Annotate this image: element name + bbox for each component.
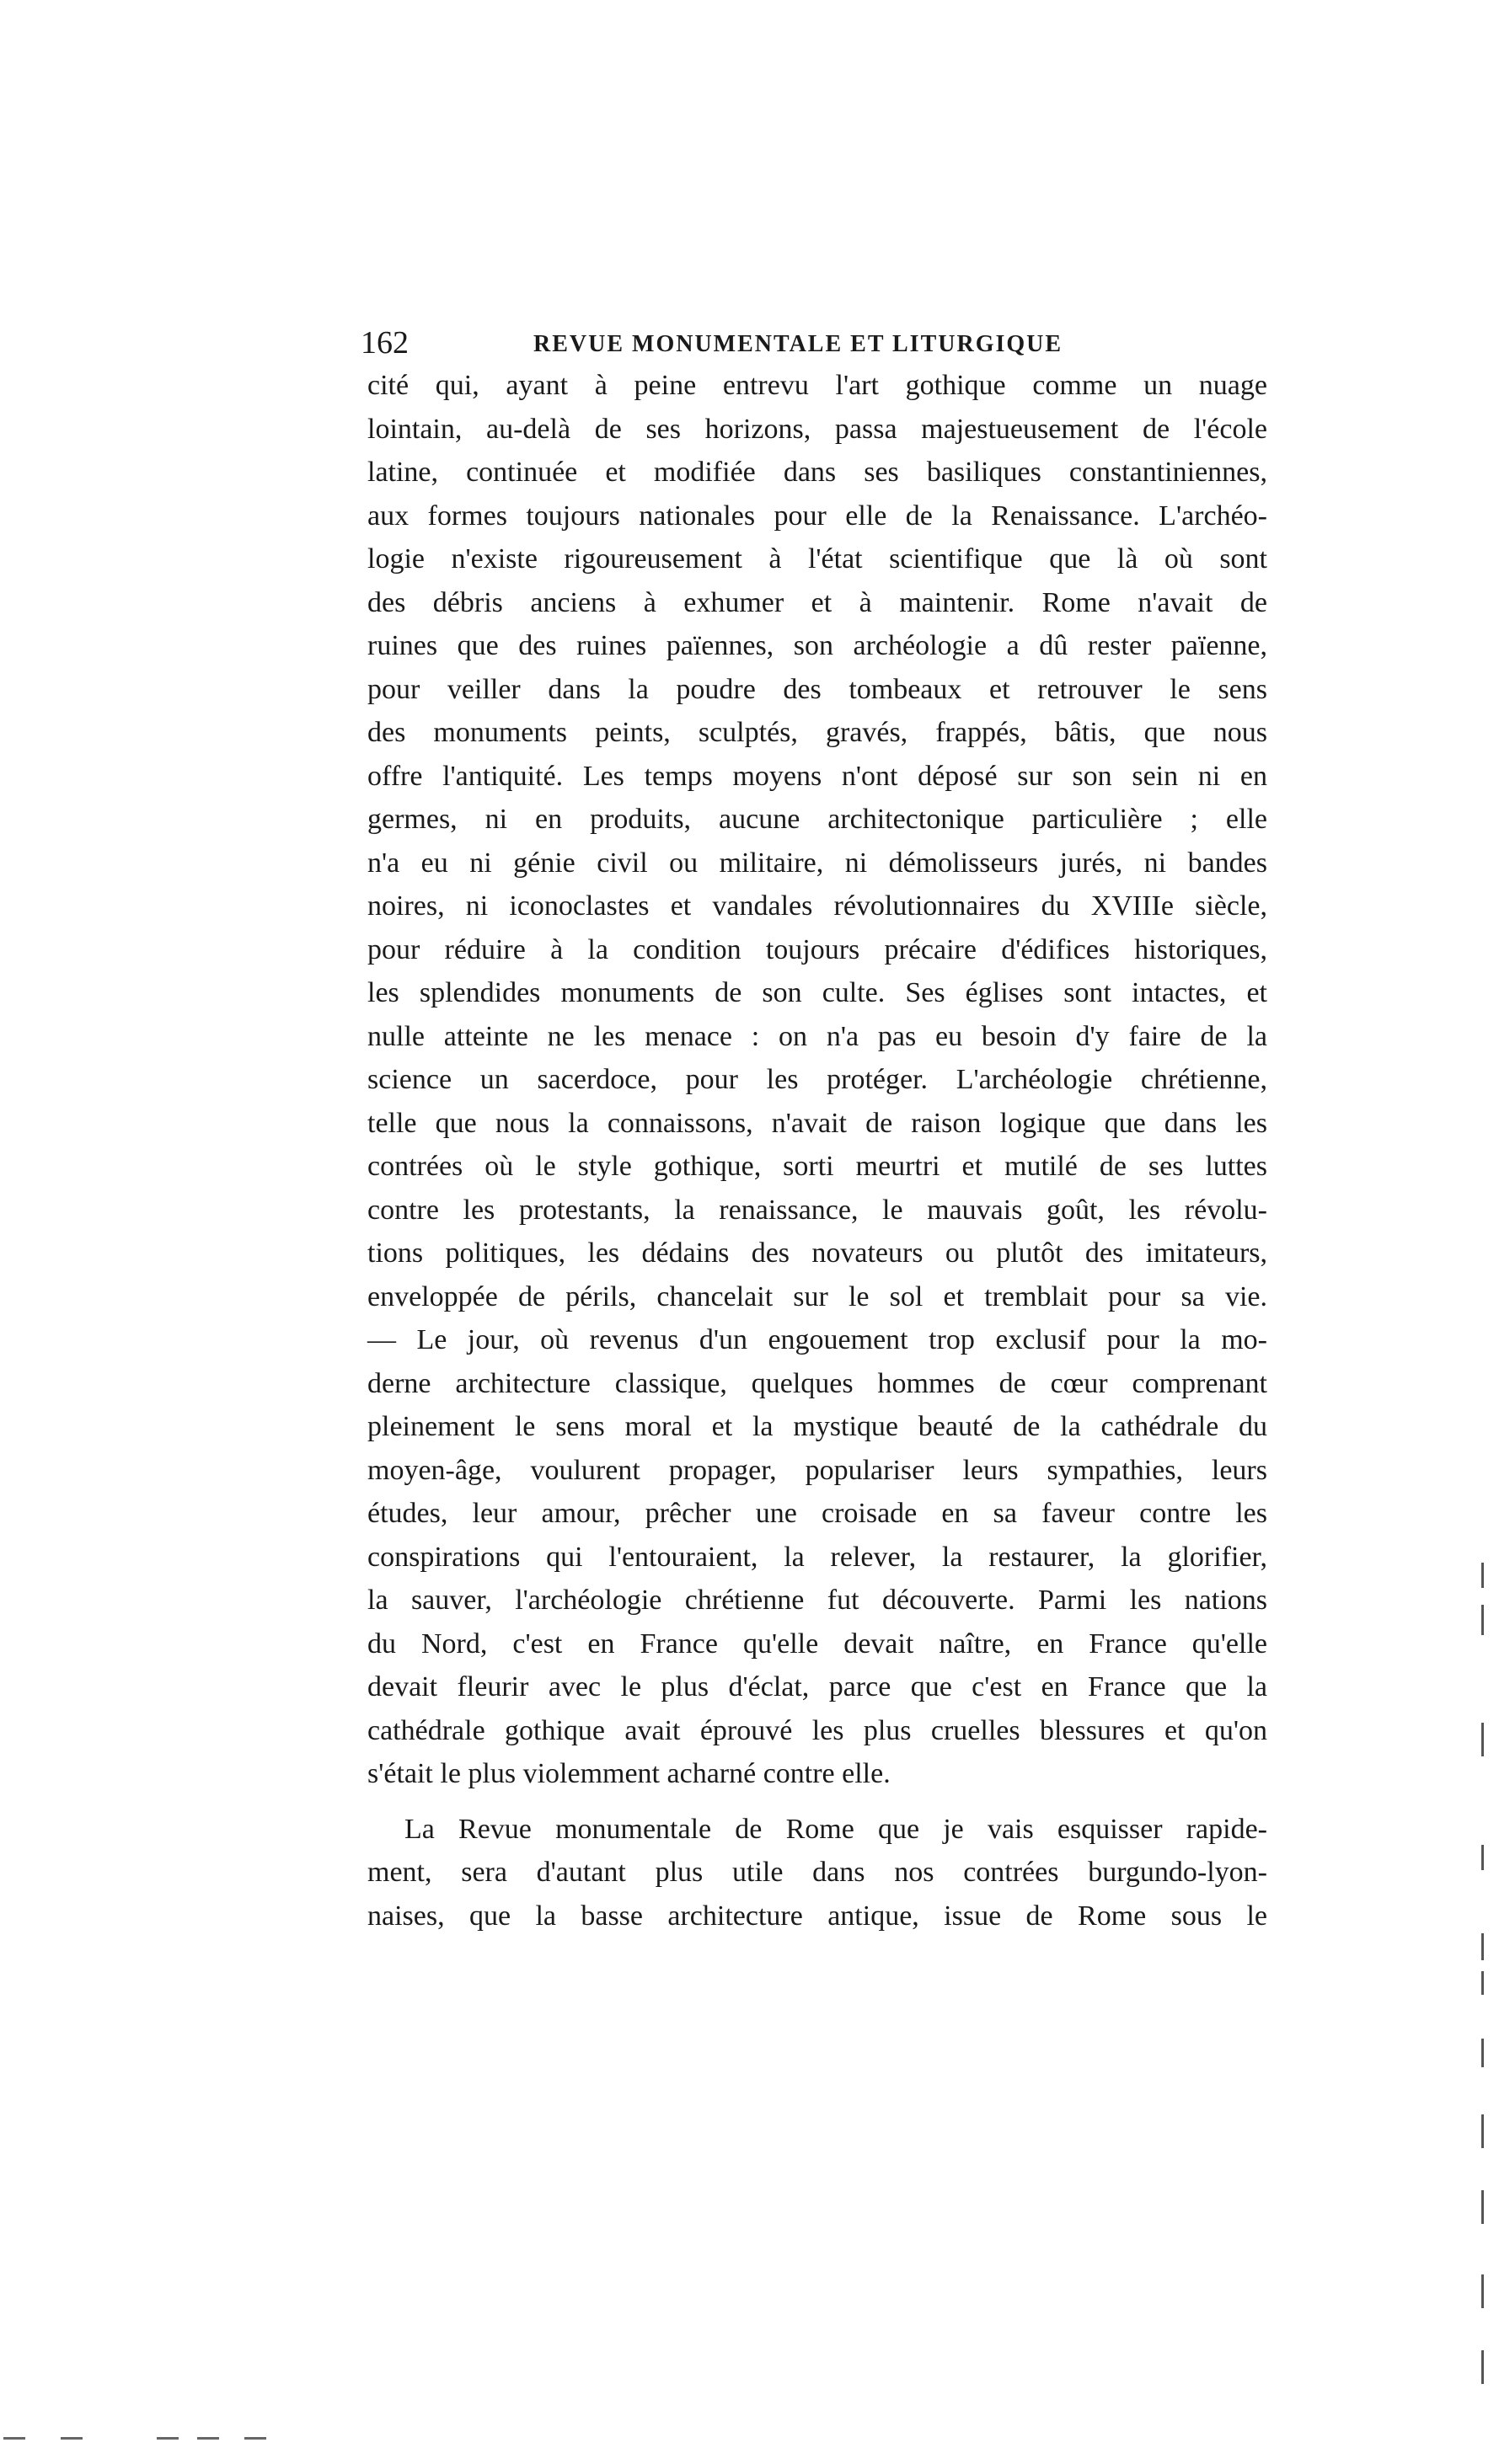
margin-tick bbox=[1481, 1845, 1484, 1870]
text-line: naises, que la basse architecture antique, issue de Rome sous le bbox=[367, 1900, 1267, 1932]
bottom-rule-mark bbox=[244, 2437, 266, 2440]
text-line: pour réduire à la condition toujours précaire d'édifices historiques, bbox=[367, 933, 1267, 965]
text-line: pour veiller dans la poudre des tombeaux et retrouver le sens bbox=[367, 673, 1267, 705]
body-text bbox=[367, 364, 1267, 1938]
text-line: logie n'existe rigoureusement à l'état scientifique que là où sont bbox=[367, 543, 1267, 575]
text-line: aux formes toujours nationales pour elle de la Renaissance. L'archéo- bbox=[367, 500, 1267, 532]
text-line: contrées où le style gothique, sorti meurtri et mutilé de ses luttes bbox=[367, 1151, 1267, 1182]
margin-tick bbox=[1481, 1933, 1484, 1960]
text-line: cathédrale gothique avait éprouvé les plus cruelles blessures et qu'on bbox=[367, 1714, 1267, 1746]
text-line: nulle atteinte ne les menace : on n'a pas eu besoin d'y faire de la bbox=[367, 1020, 1267, 1052]
text-line: science un sacerdoce, pour les protéger. L'archéologie chrétienne, bbox=[367, 1064, 1267, 1095]
bottom-rule-mark bbox=[197, 2437, 219, 2440]
paragraph-gap bbox=[367, 1796, 1267, 1808]
text-line: La Revue monumentale de Rome que je vais esquisser rapide- bbox=[404, 1813, 1267, 1845]
text-line: latine, continuée et modifiée dans ses basiliques constantiniennes, bbox=[367, 457, 1267, 488]
text-line: du Nord, c'est en France qu'elle devait naître, en France qu'elle bbox=[367, 1628, 1267, 1660]
text-line: germes, ni en produits, aucune architectonique particulière ; elle bbox=[367, 804, 1267, 835]
text-line: pleinement le sens moral et la mystique beauté de la cathédrale du bbox=[367, 1411, 1267, 1442]
text-line: noires, ni iconoclastes et vandales révolutionnaires du XVIIIe siècle, bbox=[367, 890, 1267, 922]
margin-tick bbox=[1481, 1605, 1484, 1635]
text-line: ment, sera d'autant plus utile dans nos contrées burgundo-lyon- bbox=[367, 1857, 1267, 1888]
text-line: des débris anciens à exhumer et à maintenir. Rome n'avait de bbox=[367, 586, 1267, 618]
text-line: études, leur amour, prêcher une croisade en sa faveur contre les bbox=[367, 1498, 1267, 1529]
margin-tick bbox=[1481, 1563, 1484, 1588]
text-line: devait fleurir avec le plus d'éclat, parce que c'est en France que la bbox=[367, 1671, 1267, 1702]
text-line: n'a eu ni génie civil ou militaire, ni démolisseurs jurés, ni bandes bbox=[367, 847, 1267, 879]
running-head bbox=[361, 322, 1271, 364]
text-line: cité qui, ayant à peine entrevu l'art gothique comme un nuage bbox=[367, 370, 1267, 401]
margin-tick bbox=[1481, 2114, 1484, 2148]
running-title: REVUE MONUMENTALE ET LITURGIQUE bbox=[533, 331, 1063, 357]
text-line: telle que nous la connaissons, n'avait de raison logique que dans les bbox=[367, 1107, 1267, 1139]
text-line: — Le jour, où revenus d'un engouement trop exclusif pour la mo- bbox=[367, 1324, 1267, 1355]
text-line: conspirations qui l'entouraient, la relever, la restaurer, la glorifier, bbox=[367, 1541, 1267, 1573]
text-line: tions politiques, les dédains des novateurs ou plutôt des imitateurs, bbox=[367, 1237, 1267, 1269]
page-number: 162 bbox=[361, 325, 409, 361]
text-line: la sauver, l'archéologie chrétienne fut découverte. Parmi les nations bbox=[367, 1585, 1267, 1616]
paragraph-2 bbox=[367, 1808, 1267, 1938]
text-line: les splendides monuments de son culte. Ses églises sont intactes, et bbox=[367, 977, 1267, 1008]
text-line: des monuments peints, sculptés, gravés, frappés, bâtis, que nous bbox=[367, 717, 1267, 748]
paragraph-1 bbox=[367, 364, 1267, 1796]
bottom-rule-mark bbox=[61, 2437, 83, 2440]
margin-tick bbox=[1481, 2039, 1484, 2067]
text-line: s'était le plus violemment acharné contre elle. bbox=[367, 1758, 891, 1789]
text-line: moyen-âge, voulurent propager, populariser leurs sympathies, leurs bbox=[367, 1454, 1267, 1486]
text-line: offre l'antiquité. Les temps moyens n'ont déposé sur son sein ni en bbox=[367, 760, 1267, 792]
text-line: contre les protestants, la renaissance, le mauvais goût, les révolu- bbox=[367, 1194, 1267, 1226]
bottom-rule-mark bbox=[3, 2437, 25, 2440]
text-line: lointain, au-delà de ses horizons, passa majestueusement de l'école bbox=[367, 413, 1267, 445]
margin-tick bbox=[1481, 2274, 1484, 2308]
bottom-rule-mark bbox=[157, 2437, 179, 2440]
text-line: ruines que des ruines païennes, son archéologie a dû rester païenne, bbox=[367, 630, 1267, 661]
margin-tick bbox=[1481, 1723, 1484, 1756]
margin-tick bbox=[1481, 1971, 1484, 1995]
text-line: enveloppée de périls, chancelait sur le sol et tremblait pour sa vie. bbox=[367, 1280, 1267, 1312]
text-line: derne architecture classique, quelques hommes de cœur comprenant bbox=[367, 1367, 1267, 1399]
margin-tick bbox=[1481, 2350, 1484, 2384]
margin-tick bbox=[1481, 2190, 1484, 2224]
